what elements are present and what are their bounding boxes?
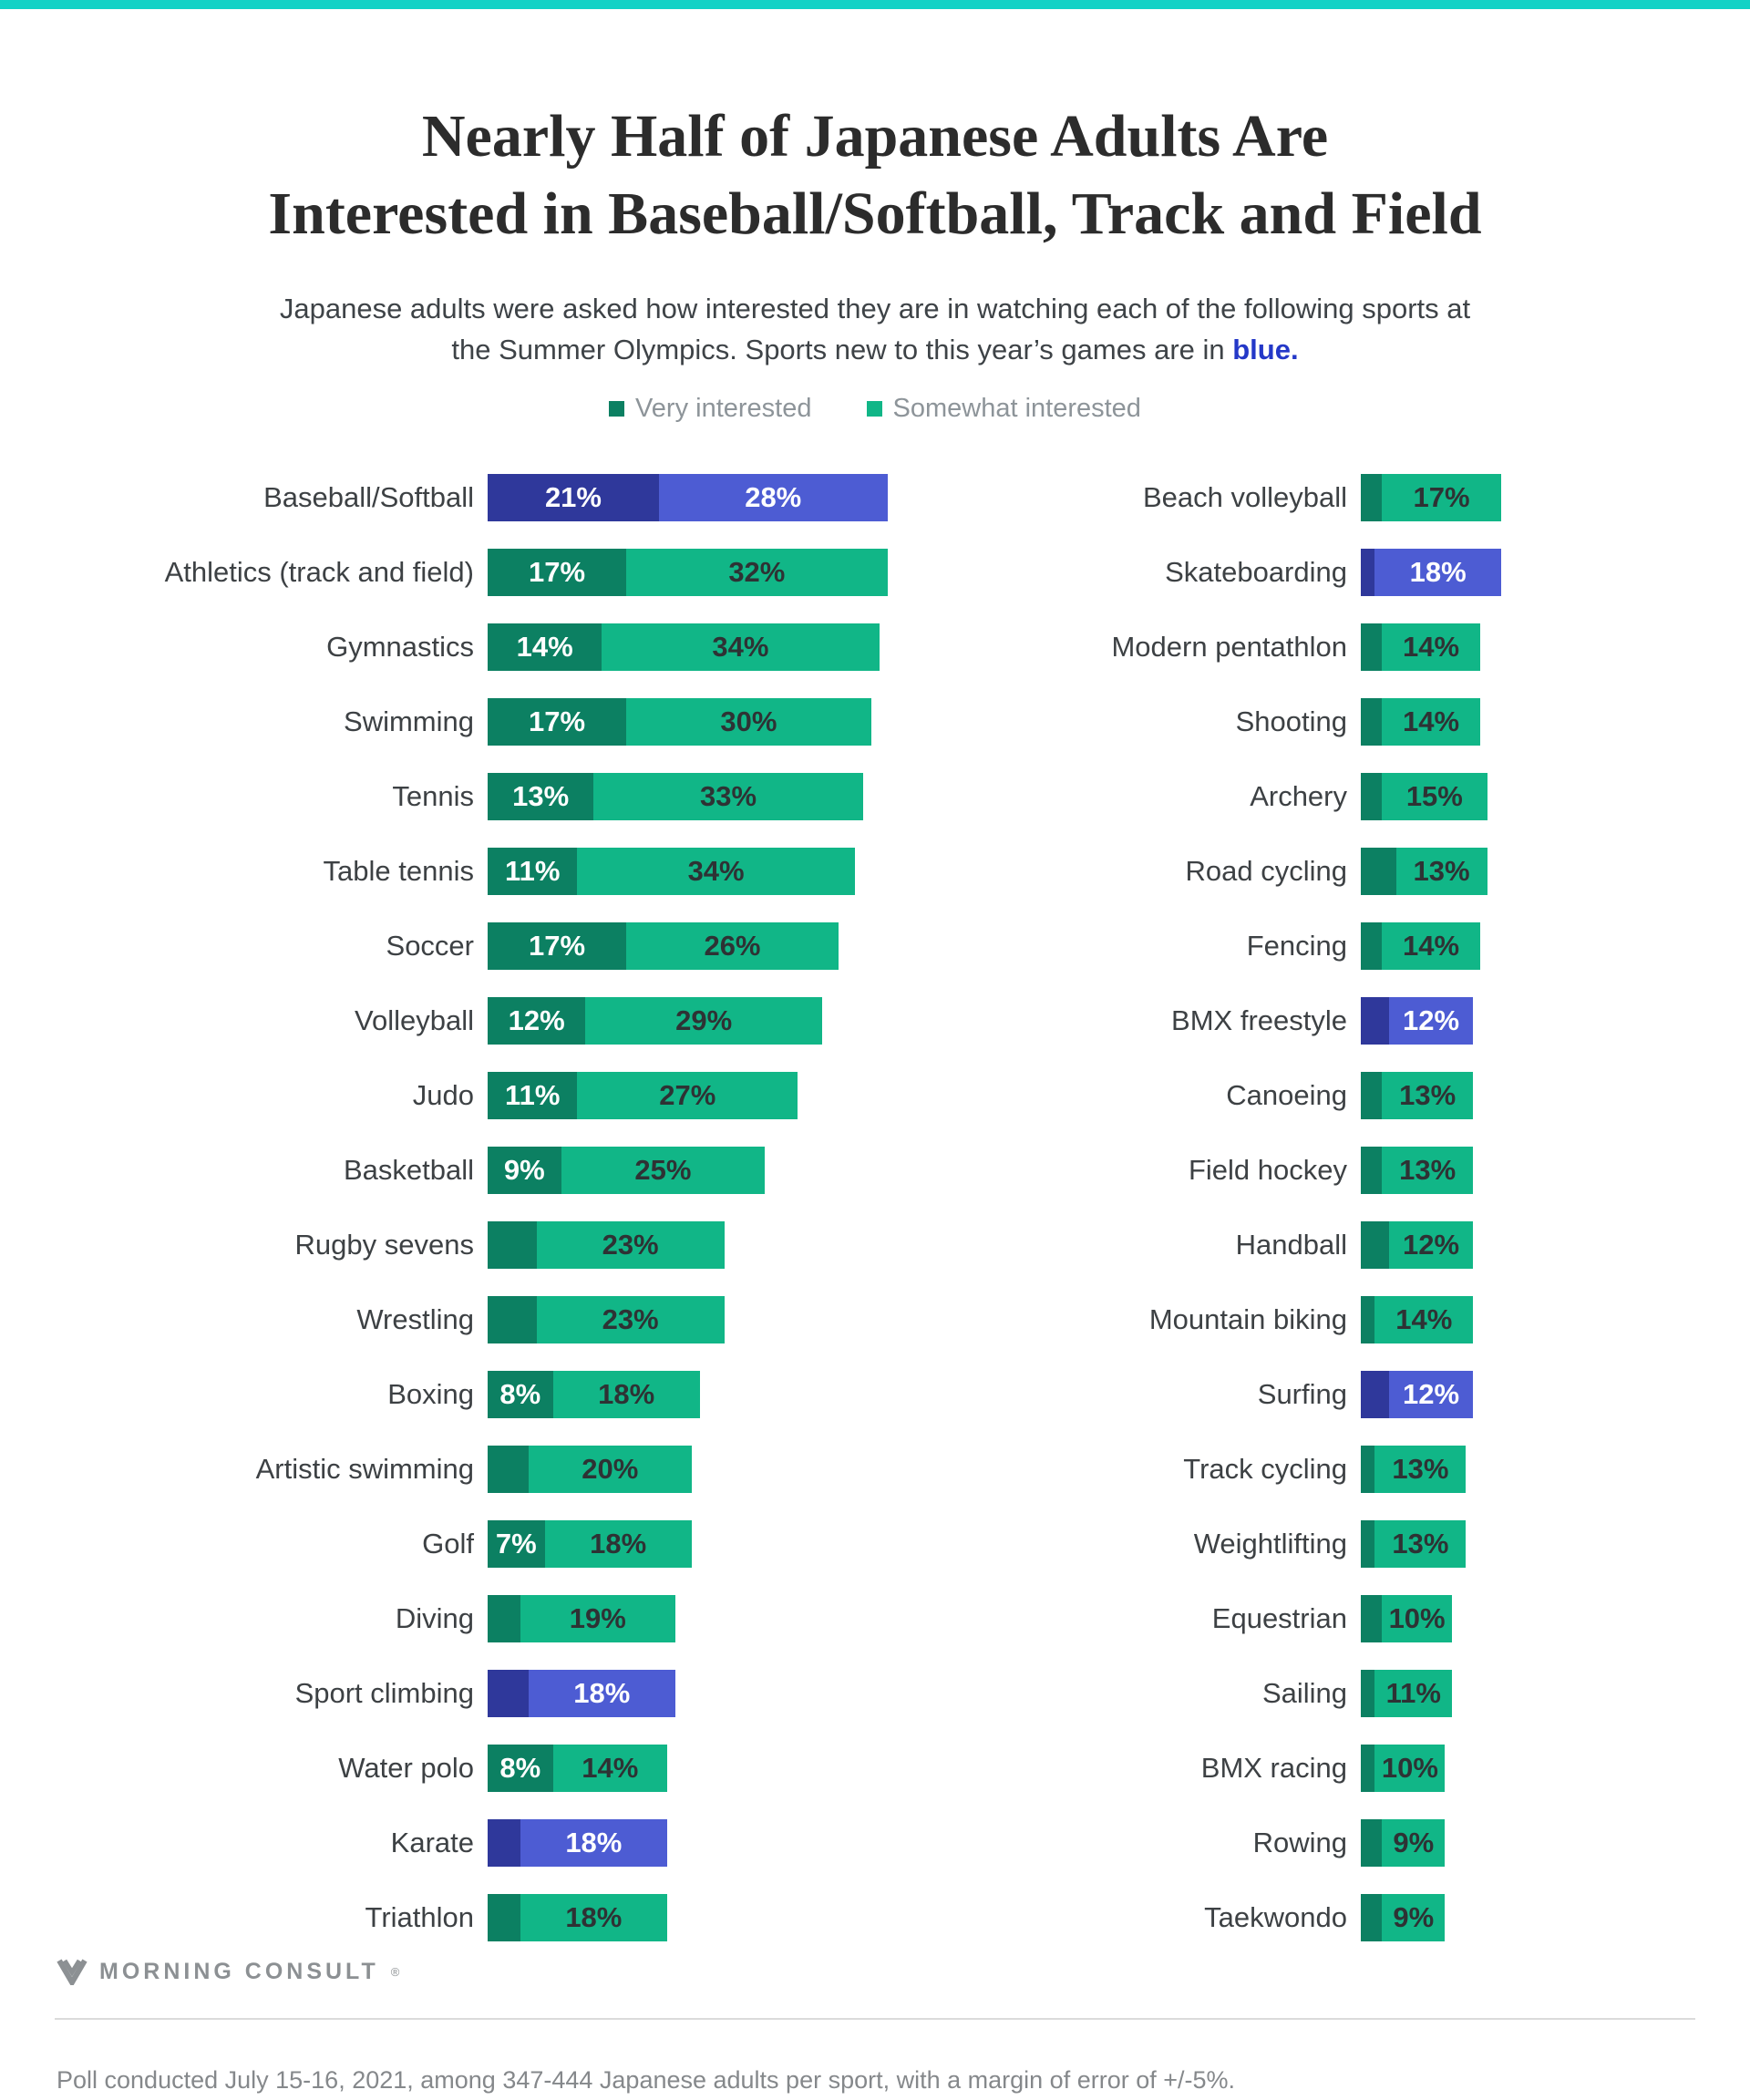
sport-label: Equestrian	[1211, 1602, 1347, 1634]
sport-label: Sport climbing	[294, 1677, 474, 1709]
brand-name: MORNING CONSULT	[99, 1958, 379, 1984]
somewhat-value-label: 10%	[1381, 1752, 1438, 1784]
somewhat-value-label: 18%	[598, 1378, 655, 1410]
sport-label: Basketball	[343, 1154, 474, 1186]
somewhat-value-label: 27%	[659, 1079, 716, 1111]
somewhat-value-label: 14%	[1402, 930, 1460, 962]
somewhat-interested-segment	[1382, 698, 1480, 746]
bar-row	[0, 1446, 1750, 1493]
legend-label-somewhat: Somewhat interested	[892, 394, 1141, 423]
somewhat-value-label: 30%	[720, 705, 777, 737]
sport-label: Wrestling	[356, 1303, 474, 1335]
somewhat-interested-segment	[1382, 1894, 1445, 1941]
very-interested-segment	[1361, 1819, 1382, 1867]
somewhat-value-label: 13%	[1413, 855, 1470, 887]
somewhat-value-label: 33%	[699, 780, 757, 812]
somewhat-interested-segment	[1382, 773, 1488, 820]
methodology-note: Poll conducted July 15-16, 2021, among 347-444 Japanese adults per sport, with a margin of error of +/-5%.	[57, 2066, 1236, 2094]
subtitle-highlight: blue.	[1232, 333, 1299, 365]
somewhat-value-label: 12%	[1402, 1004, 1460, 1036]
very-interested-segment	[1361, 1221, 1389, 1269]
somewhat-value-label: 13%	[1399, 1154, 1457, 1186]
sport-label: Baseball/Softball	[263, 481, 474, 513]
stacked-bar	[1361, 549, 1501, 596]
sport-label: Athletics (track and field)	[164, 556, 474, 588]
bar-row	[0, 1221, 1750, 1269]
sport-label: Handball	[1235, 1229, 1347, 1261]
somewhat-value-label: 10%	[1388, 1602, 1446, 1634]
bar-row	[0, 922, 1750, 970]
sport-label: Table tennis	[323, 855, 474, 887]
sport-label: Modern pentathlon	[1111, 631, 1347, 663]
somewhat-value-label: 12%	[1402, 1229, 1460, 1261]
sport-label: Karate	[390, 1827, 474, 1858]
stacked-bar	[1361, 1446, 1466, 1493]
sport-label: Tennis	[392, 780, 474, 812]
sport-label: Track cycling	[1183, 1453, 1347, 1485]
sport-label: Skateboarding	[1165, 556, 1347, 588]
sport-label: Sailing	[1261, 1677, 1347, 1709]
somewhat-value-label: 18%	[565, 1901, 623, 1933]
somewhat-value-label: 15%	[1405, 780, 1463, 812]
somewhat-value-label: 23%	[602, 1229, 659, 1261]
very-value-label: 17%	[529, 930, 586, 962]
bar-row	[0, 1371, 1750, 1418]
morning-consult-m-icon	[57, 1958, 88, 1985]
sport-label: Water polo	[338, 1752, 474, 1784]
somewhat-interested-segment	[1382, 1595, 1452, 1642]
somewhat-value-label: 14%	[1402, 705, 1460, 737]
bar-row	[0, 773, 1750, 820]
legend-label-very: Very interested	[635, 394, 812, 423]
stacked-bar	[1361, 698, 1480, 746]
somewhat-interested-segment	[1374, 549, 1501, 596]
stacked-bar	[1361, 1745, 1445, 1792]
sport-label: Shooting	[1235, 705, 1347, 737]
very-interested-segment	[1361, 1670, 1374, 1717]
very-value-label: 12%	[508, 1004, 565, 1036]
bar-row	[0, 1670, 1750, 1717]
very-interested-segment	[1361, 1520, 1374, 1568]
subtitle-text: Japanese adults were asked how interested they are in watching each of the following sports at the Summer Olympics. Sports new to this year’s games are in	[279, 293, 1471, 365]
somewhat-value-label: 32%	[728, 556, 786, 588]
bar-row	[0, 623, 1750, 671]
stacked-bar	[1361, 773, 1488, 820]
somewhat-value-label: 20%	[582, 1453, 639, 1485]
stacked-bar	[1361, 1072, 1473, 1119]
very-interested-segment	[1361, 1371, 1389, 1418]
somewhat-value-label: 11%	[1385, 1677, 1441, 1709]
bar-row	[0, 1819, 1750, 1867]
very-value-label: 9%	[503, 1154, 545, 1186]
very-value-label: 14%	[516, 631, 573, 663]
stacked-bar	[1361, 922, 1480, 970]
sport-label: Field hockey	[1188, 1154, 1347, 1186]
sport-label: Mountain biking	[1148, 1303, 1347, 1335]
somewhat-value-label: 12%	[1402, 1378, 1460, 1410]
very-value-label: 11%	[505, 1079, 561, 1111]
stacked-bar	[1361, 997, 1473, 1045]
registered-mark-icon: ®	[390, 1964, 400, 1979]
somewhat-value-label: 23%	[602, 1303, 659, 1335]
sport-label: Artistic swimming	[255, 1453, 474, 1485]
very-value-label: 7%	[495, 1528, 537, 1560]
sport-label: Gymnastics	[326, 631, 474, 663]
somewhat-interested-segment	[1382, 1147, 1473, 1194]
somewhat-interested-segment	[1389, 1371, 1473, 1418]
bar-row	[0, 1595, 1750, 1642]
somewhat-value-label: 18%	[565, 1827, 623, 1858]
very-value-label: 13%	[512, 780, 570, 812]
sport-label: Fencing	[1246, 930, 1347, 962]
sport-label: Taekwondo	[1204, 1901, 1347, 1933]
page-title-line2: Interested in Baseball/Softball, Track and Field	[268, 180, 1482, 247]
very-interested-segment	[1361, 474, 1382, 521]
very-interested-segment	[1361, 1147, 1382, 1194]
very-interested-segment	[1361, 549, 1374, 596]
stacked-bar	[1361, 1147, 1473, 1194]
stacked-bar	[1361, 1221, 1473, 1269]
footer-divider	[55, 2018, 1695, 2020]
bar-row	[0, 1147, 1750, 1194]
somewhat-interested-segment	[1374, 1745, 1445, 1792]
stacked-bar	[1361, 1371, 1473, 1418]
stacked-bar	[1361, 1894, 1445, 1941]
very-interested-segment	[1361, 1745, 1374, 1792]
very-interested-segment	[1361, 1072, 1382, 1119]
somewhat-value-label: 14%	[1395, 1303, 1453, 1335]
somewhat-interested-segment	[1374, 1520, 1466, 1568]
bar-row	[0, 1520, 1750, 1568]
somewhat-value-label: 14%	[1402, 631, 1460, 663]
stacked-bar	[1361, 1595, 1452, 1642]
very-interested-segment	[1361, 1595, 1382, 1642]
very-value-label: 8%	[499, 1752, 541, 1784]
somewhat-interested-segment	[1389, 1221, 1473, 1269]
very-value-label: 17%	[529, 556, 586, 588]
somewhat-interested-segment	[1374, 1670, 1452, 1717]
very-interested-segment	[1361, 922, 1382, 970]
somewhat-interested-segment	[1382, 474, 1501, 521]
somewhat-interested-segment	[1389, 997, 1473, 1045]
stacked-bar	[1361, 1819, 1445, 1867]
somewhat-value-label: 28%	[745, 481, 802, 513]
stacked-bar	[1361, 1670, 1452, 1717]
very-interested-segment	[1361, 997, 1389, 1045]
sport-label: Weightlifting	[1193, 1528, 1347, 1560]
somewhat-interested-segment	[1382, 623, 1480, 671]
sport-label: Surfing	[1257, 1378, 1347, 1410]
somewhat-value-label: 18%	[1409, 556, 1467, 588]
bar-row	[0, 1296, 1750, 1343]
somewhat-value-label: 13%	[1392, 1528, 1449, 1560]
somewhat-value-label: 13%	[1399, 1079, 1457, 1111]
somewhat-interested-segment	[1396, 848, 1488, 895]
sport-label: Rugby sevens	[294, 1229, 474, 1261]
stacked-bar	[1361, 1296, 1473, 1343]
very-interested-segment	[1361, 1446, 1374, 1493]
very-interested-segment	[1361, 1894, 1382, 1941]
somewhat-value-label: 34%	[687, 855, 745, 887]
somewhat-value-label: 13%	[1392, 1453, 1449, 1485]
bar-row	[0, 1745, 1750, 1792]
somewhat-value-label: 25%	[634, 1154, 692, 1186]
somewhat-interested-segment	[1382, 922, 1480, 970]
very-interested-segment	[1361, 623, 1382, 671]
bar-row	[0, 1894, 1750, 1941]
somewhat-interested-segment	[1382, 1072, 1473, 1119]
sport-label: Swimming	[344, 705, 474, 737]
somewhat-interested-segment	[1382, 1819, 1445, 1867]
sport-label: Rowing	[1252, 1827, 1347, 1858]
sport-label: Soccer	[386, 930, 474, 962]
stacked-bar	[1361, 623, 1480, 671]
sport-label: Road cycling	[1185, 855, 1347, 887]
very-value-label: 17%	[529, 705, 586, 737]
stacked-bar	[1361, 474, 1501, 521]
sport-label: Beach volleyball	[1142, 481, 1347, 513]
somewhat-value-label: 14%	[582, 1752, 639, 1784]
somewhat-value-label: 9%	[1393, 1901, 1435, 1933]
very-value-label: 21%	[544, 481, 602, 513]
somewhat-value-label: 18%	[590, 1528, 647, 1560]
sport-label: Boxing	[387, 1378, 474, 1410]
very-interested-segment	[1361, 698, 1382, 746]
very-interested-segment	[1361, 773, 1382, 820]
brand-logo	[57, 1958, 399, 1985]
very-interested-segment	[1361, 1296, 1374, 1343]
bar-row	[0, 997, 1750, 1045]
stacked-bar	[1361, 1520, 1466, 1568]
somewhat-value-label: 18%	[573, 1677, 631, 1709]
somewhat-value-label: 29%	[675, 1004, 733, 1036]
somewhat-value-label: 19%	[569, 1602, 626, 1634]
stacked-bar	[1361, 848, 1488, 895]
somewhat-interested-segment	[1374, 1296, 1473, 1343]
bar-row	[0, 698, 1750, 746]
sport-label: Archery	[1250, 780, 1347, 812]
bar-row	[0, 549, 1750, 596]
page-title-line1: Nearly Half of Japanese Adults Are	[421, 103, 1329, 170]
very-value-label: 11%	[505, 855, 561, 887]
very-interested-segment	[1361, 848, 1396, 895]
sport-label: BMX racing	[1200, 1752, 1347, 1784]
somewhat-value-label: 26%	[704, 930, 761, 962]
somewhat-interested-segment	[1374, 1446, 1466, 1493]
bar-row	[0, 848, 1750, 895]
sport-label: Triathlon	[365, 1901, 474, 1933]
bar-row	[0, 474, 1750, 521]
sport-label: Volleyball	[355, 1004, 474, 1036]
sport-label: BMX freestyle	[1171, 1004, 1347, 1036]
somewhat-value-label: 34%	[712, 631, 769, 663]
sport-label: Judo	[412, 1079, 474, 1111]
sport-label: Golf	[422, 1528, 474, 1560]
very-value-label: 8%	[499, 1378, 541, 1410]
sport-label: Canoeing	[1226, 1079, 1347, 1111]
somewhat-value-label: 9%	[1393, 1827, 1435, 1858]
bar-row	[0, 1072, 1750, 1119]
somewhat-value-label: 17%	[1413, 481, 1470, 513]
sport-label: Diving	[395, 1602, 474, 1634]
